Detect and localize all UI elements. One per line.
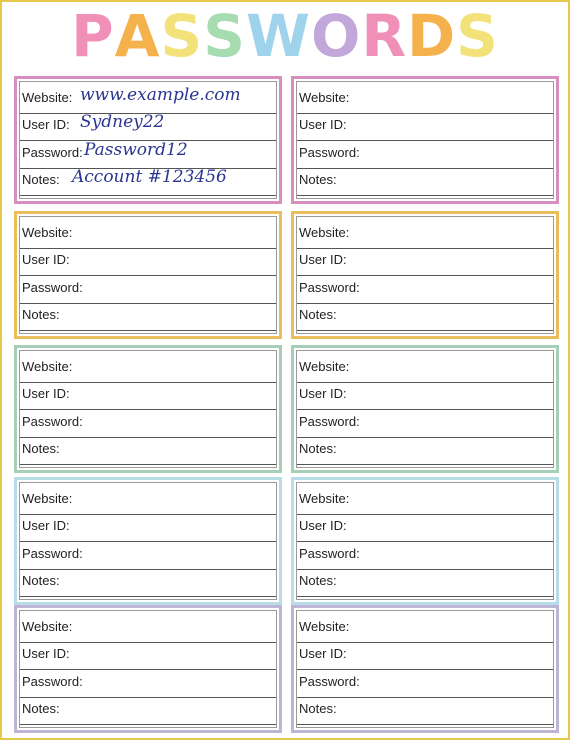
field-label: Notes: — [22, 441, 60, 456]
title-letter: D — [407, 2, 457, 70]
field-row-password[interactable] — [297, 669, 553, 698]
field-label: Notes: — [299, 441, 337, 456]
field-label: User ID: — [299, 646, 347, 661]
field-label: User ID: — [22, 117, 70, 132]
password-card — [291, 345, 559, 473]
card-inner-frame — [19, 610, 277, 728]
field-row-notes[interactable] — [20, 436, 276, 465]
field-label: Notes: — [299, 701, 337, 716]
password-card — [291, 211, 559, 339]
field-label: Notes: — [299, 573, 337, 588]
password-card — [14, 76, 282, 204]
field-row-password[interactable] — [20, 275, 276, 304]
card-inner-frame — [296, 216, 554, 334]
field-label: Notes: — [299, 172, 337, 187]
field-label: Notes: — [299, 307, 337, 322]
password-card — [291, 76, 559, 204]
title-letter: P — [71, 2, 115, 70]
field-label: User ID: — [299, 386, 347, 401]
field-row-website[interactable] — [20, 614, 276, 643]
field-row-user-id[interactable] — [297, 641, 553, 670]
field-row-notes[interactable] — [297, 436, 553, 465]
field-row-user-id[interactable] — [297, 381, 553, 410]
title-letter: O — [311, 2, 362, 70]
title-letter: A — [114, 2, 161, 70]
field-value[interactable]: www.example.com — [80, 85, 241, 105]
field-row-notes[interactable] — [20, 568, 276, 597]
field-row-notes[interactable] — [297, 568, 553, 597]
field-label: User ID: — [299, 117, 347, 132]
field-row-password[interactable] — [20, 669, 276, 698]
field-row-website[interactable] — [297, 220, 553, 249]
field-label: Password: — [22, 674, 83, 689]
field-row-website[interactable] — [297, 486, 553, 515]
field-value[interactable]: Account #123456 — [72, 167, 227, 187]
title-letter: S — [456, 2, 499, 70]
field-label: Notes: — [22, 573, 60, 588]
field-row-notes[interactable] — [297, 167, 553, 196]
password-card — [14, 211, 282, 339]
field-row-website[interactable] — [297, 85, 553, 114]
field-label: User ID: — [299, 518, 347, 533]
field-value[interactable]: Sydney22 — [80, 112, 165, 132]
password-card — [14, 345, 282, 473]
field-row-user-id[interactable] — [20, 513, 276, 542]
page-title — [2, 4, 568, 68]
field-label: User ID: — [22, 518, 70, 533]
field-label: Website: — [299, 491, 350, 506]
field-row-notes[interactable] — [297, 696, 553, 725]
field-row-password[interactable] — [20, 541, 276, 570]
field-row-user-id[interactable] — [20, 381, 276, 410]
field-row-website[interactable] — [20, 85, 276, 114]
field-row-password[interactable] — [20, 409, 276, 438]
field-label: Password: — [299, 414, 360, 429]
field-label: Password: — [299, 546, 360, 561]
field-row-password[interactable] — [297, 541, 553, 570]
card-inner-frame — [296, 482, 554, 600]
title-letter: S — [203, 2, 247, 70]
field-label: Password: — [22, 280, 83, 295]
field-label: Website: — [299, 90, 350, 105]
password-card — [14, 605, 282, 733]
card-inner-frame — [296, 81, 554, 199]
field-label: Notes: — [22, 701, 60, 716]
field-row-website[interactable] — [297, 354, 553, 383]
field-label: Password: — [299, 280, 360, 295]
field-row-password[interactable] — [297, 275, 553, 304]
card-inner-frame — [19, 81, 277, 199]
field-label: Notes: — [22, 307, 60, 322]
card-inner-frame — [19, 482, 277, 600]
card-inner-frame — [296, 610, 554, 728]
field-label: Website: — [22, 225, 73, 240]
field-label: Website: — [22, 359, 73, 374]
card-inner-frame — [19, 350, 277, 468]
field-row-password[interactable] — [20, 140, 276, 169]
field-label: User ID: — [22, 252, 70, 267]
field-value[interactable]: Password12 — [84, 140, 188, 160]
field-row-user-id[interactable] — [20, 247, 276, 276]
title-letter: S — [160, 2, 204, 70]
field-label: Password: — [299, 145, 360, 160]
field-label: User ID: — [22, 646, 70, 661]
field-row-notes[interactable] — [20, 302, 276, 331]
field-label: User ID: — [22, 386, 70, 401]
field-label: Password: — [299, 674, 360, 689]
field-label: Password: — [22, 546, 83, 561]
field-label: Website: — [299, 359, 350, 374]
field-label: Website: — [299, 225, 350, 240]
card-inner-frame — [296, 350, 554, 468]
field-row-website[interactable] — [20, 354, 276, 383]
title-letter: R — [361, 2, 407, 70]
field-row-notes[interactable] — [20, 167, 276, 196]
field-label: Website: — [299, 619, 350, 634]
field-row-website[interactable] — [20, 486, 276, 515]
field-row-user-id[interactable] — [297, 513, 553, 542]
field-label: Password: — [22, 414, 83, 429]
field-row-user-id[interactable] — [297, 112, 553, 141]
field-row-website[interactable] — [20, 220, 276, 249]
field-row-user-id[interactable] — [20, 112, 276, 141]
field-label: Website: — [22, 90, 73, 105]
field-row-notes[interactable] — [20, 696, 276, 725]
password-card — [14, 477, 282, 605]
field-row-user-id[interactable] — [20, 641, 276, 670]
password-card — [291, 605, 559, 733]
field-label: User ID: — [299, 252, 347, 267]
field-label: Password: — [22, 145, 83, 160]
title-letter: W — [246, 2, 312, 70]
field-row-notes[interactable] — [297, 302, 553, 331]
field-row-user-id[interactable] — [297, 247, 553, 276]
field-label: Notes: — [22, 172, 60, 187]
password-card — [291, 477, 559, 605]
field-row-website[interactable] — [297, 614, 553, 643]
field-row-password[interactable] — [297, 140, 553, 169]
field-label: Website: — [22, 619, 73, 634]
card-inner-frame — [19, 216, 277, 334]
field-label: Website: — [22, 491, 73, 506]
field-row-password[interactable] — [297, 409, 553, 438]
